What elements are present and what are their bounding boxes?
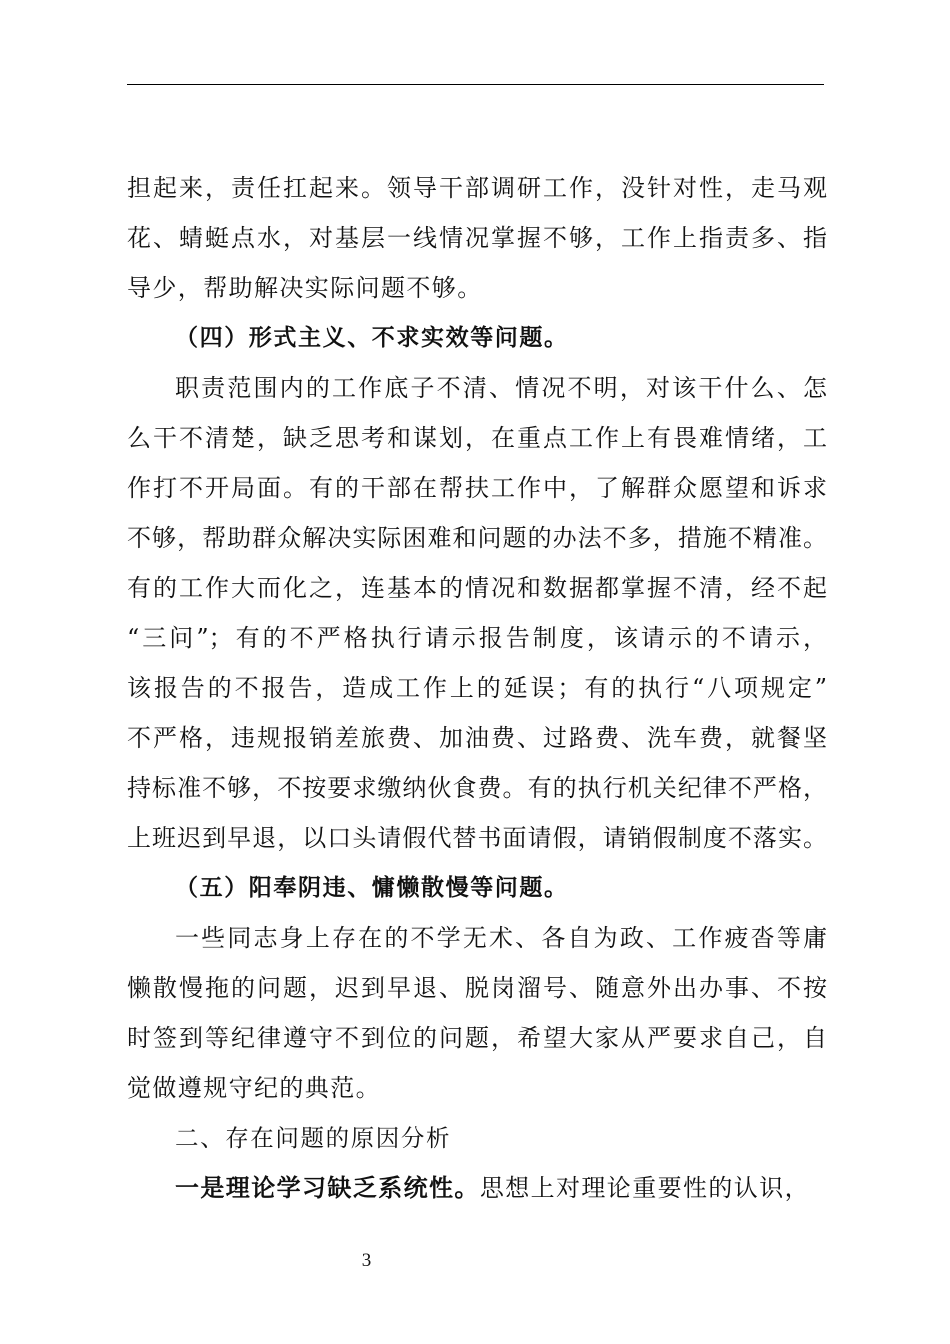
paragraph-line: “三问”；有的不严格执行请示报告制度，该请示的不请示， [127, 624, 827, 652]
paragraph-line: 不严格，违规报销差旅费、加油费、过路费、洗车费，就餐坚 [127, 724, 827, 752]
paragraph-line: 该报告的不报告，造成工作上的延误；有的执行“八项规定” [127, 674, 827, 702]
page-number: 3 [361, 1250, 372, 1271]
paragraph-line: 时签到等纪律遵守不到位的问题，希望大家从严要求自己，自 [127, 1024, 827, 1052]
paragraph-line [175, 1163, 810, 1213]
subheading-four: （四）形式主义、不求实效等问题。 [175, 325, 569, 351]
paragraph-line: 担起来，责任扛起来。领导干部调研工作，没针对性，走马观 [127, 174, 827, 202]
paragraph-line: 导少，帮助解决实际问题不够。 [127, 274, 483, 302]
subheading-five: （五）阳奉阴违、慵懒散慢等问题。 [175, 875, 569, 901]
bold-lead-phrase: 一是理论学习缺乏系统性。 [175, 1174, 480, 1202]
paragraph-line: 花、蜻蜓点水，对基层一线情况掌握不够，工作上指责多、指 [127, 224, 827, 252]
paragraph-line: 么干不清楚，缺乏思考和谋划，在重点工作上有畏难情绪，工 [127, 424, 827, 452]
paragraph-line: 一些同志身上存在的不学无术、各自为政、工作疲沓等庸 [175, 924, 827, 952]
paragraph-line: 上班迟到早退，以口头请假代替书面请假，请销假制度不落实。 [127, 824, 827, 852]
section-heading-two: 二、存在问题的原因分析 [175, 1124, 452, 1152]
header-rule [127, 84, 824, 85]
paragraph-line: 不够，帮助群众解决实际困难和问题的办法不多，措施不精准。 [127, 524, 827, 552]
paragraph-line: 觉做遵规守纪的典范。 [127, 1074, 381, 1102]
paragraph-line: 懒散慢拖的问题，迟到早退、脱岗溜号、随意外出办事、不按 [127, 974, 827, 1002]
paragraph-text: 思想上对理论重要性的认识， [479, 1174, 811, 1202]
paragraph-line: 有的工作大而化之，连基本的情况和数据都掌握不清，经不起 [127, 574, 827, 602]
paragraph-line: 职责范围内的工作底子不清、情况不明，对该干什么、怎 [175, 374, 827, 402]
paragraph-line: 作打不开局面。有的干部在帮扶工作中，了解群众愿望和诉求 [127, 474, 827, 502]
paragraph-line: 持标准不够，不按要求缴纳伙食费。有的执行机关纪律不严格， [127, 774, 827, 802]
